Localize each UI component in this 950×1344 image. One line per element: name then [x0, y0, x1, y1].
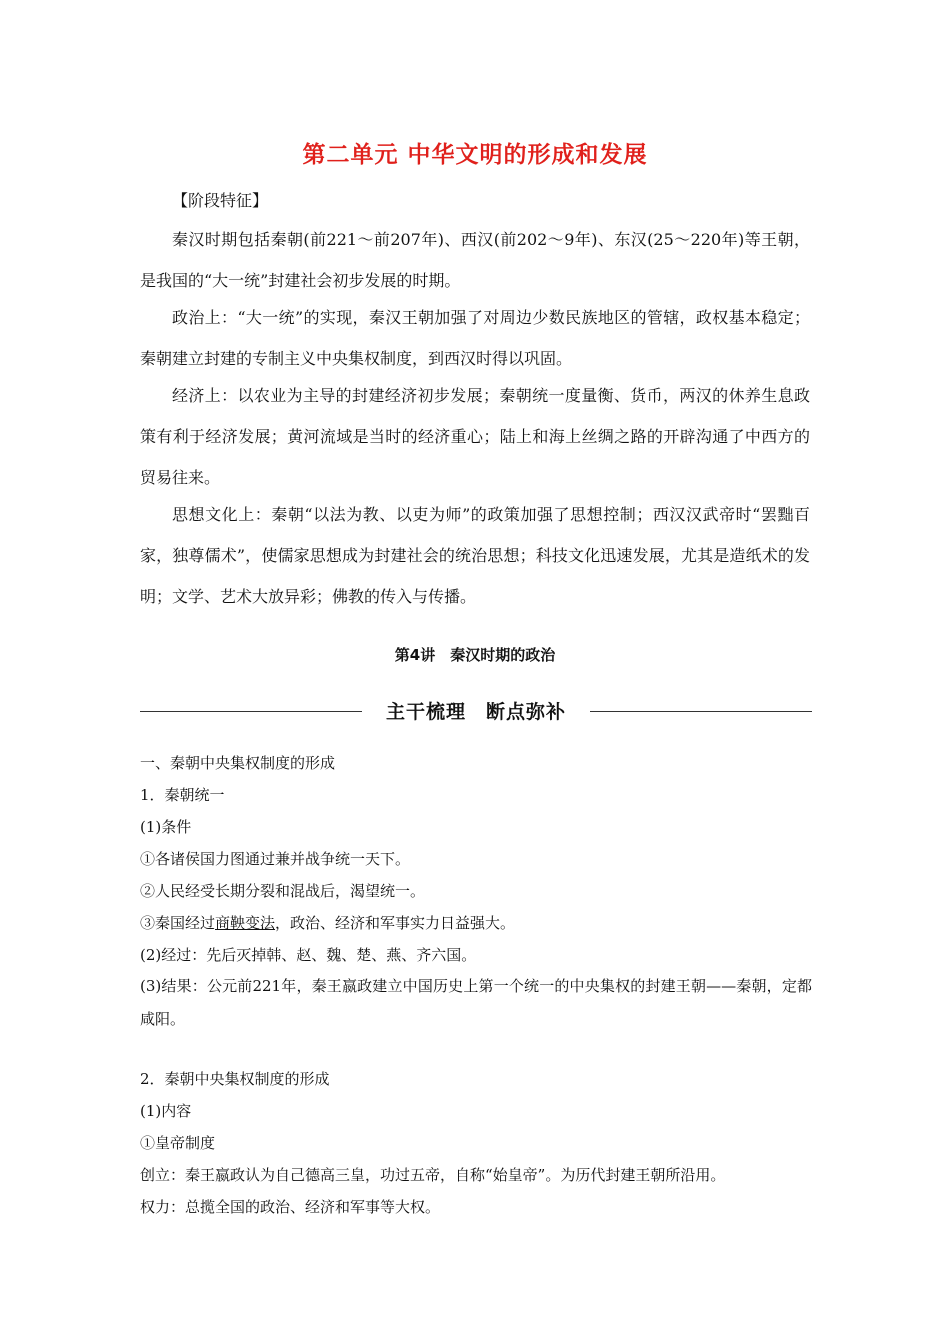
paragraph-period-overview: 秦汉时期包括秦朝(前221～前207年)、西汉(前202～9年)、东汉(25～220年)等王朝，是我国的“大一统”封建社会初步发展的时期。 — [140, 230, 810, 290]
outline-subitem: (1)内容 — [140, 1102, 192, 1120]
outline-subitem: (3)结果：公元前221年，秦王嬴政建立中国历史上第一个统一的中央集权的封建王朝——秦朝，定都咸阳。 — [140, 977, 812, 1028]
outline-text: ③秦国经过 — [140, 914, 216, 932]
banner-rule-right — [590, 711, 812, 712]
outline-text: ，政治、经济和军事实力日益强大。 — [275, 914, 516, 932]
outline-subitem: (1)条件 — [140, 818, 192, 836]
outline-subitem: (2)经过：先后灭掉韩、赵、魏、楚、燕、齐六国。 — [140, 946, 477, 964]
outline-point: 创立：秦王嬴政认为自己德高三皇，功过五帝，自称“始皇帝”。为历代封建王朝所沿用。 — [140, 1166, 726, 1184]
outline-item: 2．秦朝中央集权制度的形成 — [140, 1070, 330, 1088]
paragraph-culture: 思想文化上：秦朝“以法为教、以吏为师”的政策加强了思想控制；西汉汉武帝时“罢黜百家，独尊儒术”，使儒家思想成为封建社会的统治思想；科技文化迅速发展，尤其是造纸术的发明；文学、艺术大放异彩；佛教的传入与传播。 — [140, 505, 810, 606]
stage-features-label: 【阶段特征】 — [172, 191, 269, 210]
section-heading: 一、秦朝中央集权制度的形成 — [140, 754, 336, 772]
outline-point: ①各诸侯国力图通过兼并战争统一天下。 — [140, 850, 411, 868]
paragraph-economy: 经济上：以农业为主导的封建经济初步发展；秦朝统一度量衡、货币，两汉的休养生息政策有利于经济发展；黄河流域是当时的经济重心；陆上和海上丝绸之路的开辟沟通了中西方的贸易往来。 — [140, 386, 810, 487]
outline-point — [140, 913, 812, 933]
banner-rule-left — [140, 711, 362, 712]
outline-point: ②人民经受长期分裂和混战后，渴望统一。 — [140, 882, 426, 900]
underlined-term: 商鞅变法 — [215, 914, 276, 932]
outline-item: 1．秦朝统一 — [140, 786, 225, 804]
banner-text: 主干梳理 断点弥补 — [385, 701, 566, 723]
paragraph-politics: 政治上：“大一统”的实现，秦汉王朝加强了对周边少数民族地区的管辖，政权基本稳定；秦朝建立封建的专制主义中央集权制度，到西汉时得以巩固。 — [140, 308, 810, 368]
section-banner — [140, 697, 812, 727]
outline-point: ①皇帝制度 — [140, 1134, 216, 1152]
lecture-title: 第4讲 秦汉时期的政治 — [394, 646, 556, 664]
unit-title: 第二单元 中华文明的形成和发展 — [302, 142, 648, 168]
outline-point: 权力：总揽全国的政治、经济和军事等大权。 — [140, 1198, 441, 1216]
